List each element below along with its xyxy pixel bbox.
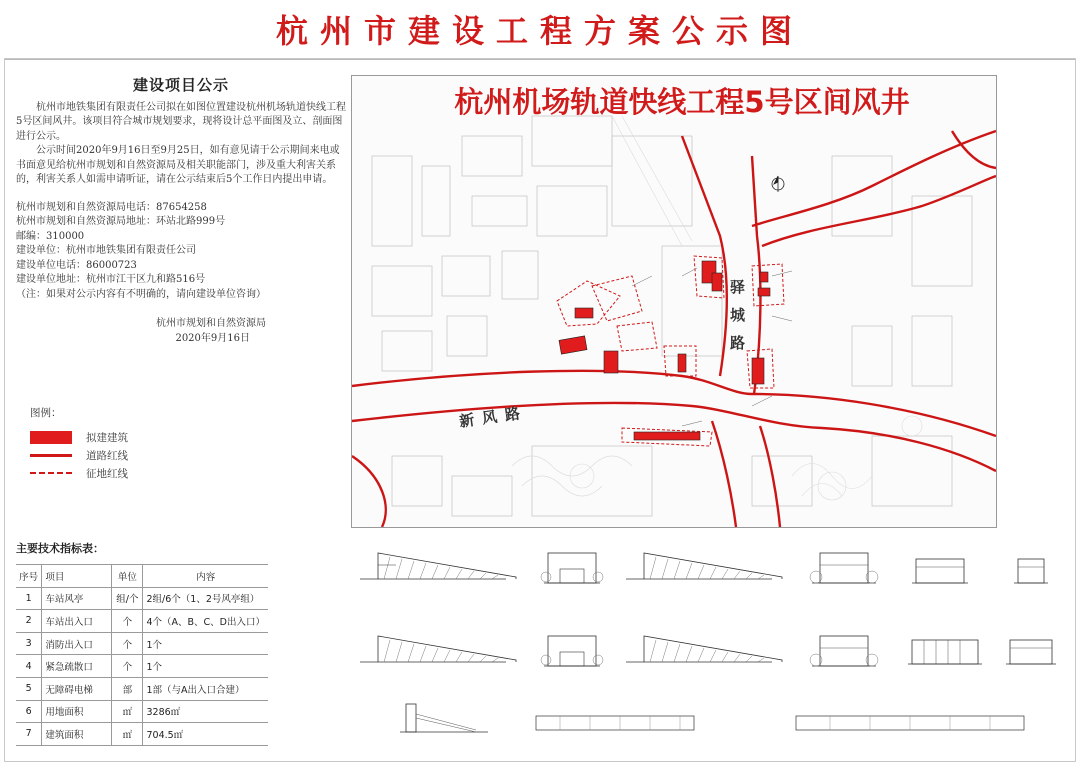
vent-drawing xyxy=(910,555,970,595)
section-drawing xyxy=(396,700,492,740)
table-cell: 车站出入口 xyxy=(42,610,112,633)
table-cell: 5 xyxy=(16,677,42,700)
table-cell: 组/个 xyxy=(112,587,143,610)
vent-side-drawing xyxy=(1004,636,1058,676)
table-cell: 2组/6个（1、2号风亭组） xyxy=(143,587,268,610)
project-notice xyxy=(16,78,346,346)
elevation-drawing xyxy=(356,628,524,684)
entrance-front-view xyxy=(540,545,604,597)
site-plan-title: 杭州机场轨道快线工程5号区间风井 xyxy=(454,85,910,119)
plan-strip-drawing xyxy=(790,710,1030,740)
wedge-canopy-drawing xyxy=(622,628,790,684)
table-row xyxy=(16,587,268,610)
strip-drawing xyxy=(790,710,1030,740)
table-cell: 1部（与A出入口合建） xyxy=(143,677,268,700)
legend-item-land-red-line xyxy=(30,464,230,482)
elevation-drawing xyxy=(622,545,790,601)
entrance-front-drawing xyxy=(540,545,604,597)
canopy-hatching xyxy=(650,640,764,662)
signature-org: 杭州市规划和自然资源局 xyxy=(156,318,266,329)
entrance-side-drawing xyxy=(808,628,880,680)
wedge-canopy-drawing xyxy=(356,545,524,601)
contact-line: 建设单位：杭州市地铁集团有限责任公司 xyxy=(16,245,196,256)
entrance-front-drawing xyxy=(540,628,604,680)
tech-table xyxy=(16,564,268,746)
tech-indicators xyxy=(16,540,268,746)
vent-side-drawing xyxy=(1012,555,1050,595)
north-arrow-icon xyxy=(772,176,784,192)
legend-swatch-solid xyxy=(30,431,72,444)
table-cell: 部 xyxy=(112,677,143,700)
contact-line: 建设单位地址：杭州市江干区九和路516号 xyxy=(16,274,206,285)
stair-section-drawing xyxy=(396,700,492,740)
vent-side-elevation xyxy=(1012,555,1050,595)
table-cell: 4个（A、B、C、D出入口） xyxy=(143,610,268,633)
col-header: 项目 xyxy=(42,565,112,588)
canopy-hatching xyxy=(650,557,764,579)
site-plan-drawing xyxy=(352,76,996,527)
table-cell: 2 xyxy=(16,610,42,633)
plan-strip-drawing xyxy=(530,710,700,740)
contact-block xyxy=(16,201,346,303)
table-cell: 个 xyxy=(112,655,143,678)
vent-drawing xyxy=(906,636,984,676)
contact-line: 杭州市规划和自然资源局地址：环站北路999号 xyxy=(16,216,226,227)
table-cell: 个 xyxy=(112,610,143,633)
wedge-canopy-drawing xyxy=(356,628,524,684)
table-cell: 消防出入口 xyxy=(42,632,112,655)
contact-note: （注：如果对公示内容有不明确的，请向建设单位咨询） xyxy=(16,288,266,300)
legend xyxy=(30,405,230,482)
legend-label: 拟建建筑 xyxy=(86,431,128,444)
notice-paragraph-2: 公示时间2020年9月16日至9月25日，如有意见请于公示期间来电或书面意见给杭州市规划和自然资源局及相关职能部门，涉及重大利害关系的，利害关系人如需申请听证，请在公示结束后5个工作日内提出申请。 xyxy=(16,145,340,185)
table-row xyxy=(16,677,268,700)
entrance-side-view xyxy=(808,628,880,680)
vent-elevation xyxy=(910,555,970,595)
elevation-drawing xyxy=(622,628,790,684)
road-red-lines xyxy=(352,131,996,527)
entrance-side-view xyxy=(808,545,880,597)
table-cell: 1 xyxy=(16,587,42,610)
table-cell: 建筑面积 xyxy=(42,723,112,746)
table-cell: 1个 xyxy=(143,655,268,678)
table-cell: 3 xyxy=(16,632,42,655)
contact-line: 建设单位电话：86000723 xyxy=(16,259,137,271)
table-cell: ㎡ xyxy=(112,700,143,723)
col-header: 单位 xyxy=(112,565,143,588)
page-title: 杭州市建设工程方案公示图 xyxy=(275,12,804,50)
entrance-front-view xyxy=(540,628,604,680)
table-cell: 紧急疏散口 xyxy=(42,655,112,678)
table-cell: 个 xyxy=(112,632,143,655)
contact-line: 邮编：310000 xyxy=(16,230,85,242)
entrance-side-drawing xyxy=(808,545,880,597)
tech-table-title: 主要技术指标表： xyxy=(16,542,104,555)
table-cell: 704.5㎡ xyxy=(143,723,268,746)
legend-label: 征地红线 xyxy=(86,467,128,480)
col-header: 序号 xyxy=(16,565,42,588)
vent-elevation xyxy=(906,636,984,676)
table-row xyxy=(16,632,268,655)
site-plan xyxy=(351,75,997,528)
canopy-hatching xyxy=(384,557,498,579)
signature-date: 2020年9月16日 xyxy=(175,332,250,344)
legend-item-road-red-line xyxy=(30,446,230,464)
table-cell: 3286㎡ xyxy=(143,700,268,723)
table-row xyxy=(16,700,268,723)
elevation-drawing xyxy=(356,545,524,601)
legend-item-proposed-building xyxy=(30,428,230,446)
table-cell: 1个 xyxy=(143,632,268,655)
table-cell: 6 xyxy=(16,700,42,723)
road-label-yicheng: 驿城路 xyxy=(730,278,746,352)
table-cell: ㎡ xyxy=(112,723,143,746)
notice-paragraph-1: 杭州市地铁集团有限责任公司拟在如图位置建设杭州机场轨道快线工程5号区间风井。该项目符合城市规划要求，现将设计总平面图及立、剖面图进行公示。 xyxy=(16,101,346,142)
wedge-canopy-drawing xyxy=(622,545,790,601)
surrounding-buildings xyxy=(372,116,972,516)
notice-heading: 建设项目公示 xyxy=(132,76,229,94)
vent-side-elevation xyxy=(1004,636,1058,676)
legend-swatch-dashed xyxy=(30,472,72,474)
table-cell: 用地面积 xyxy=(42,700,112,723)
table-row xyxy=(16,655,268,678)
table-header-row xyxy=(16,565,268,588)
legend-label: 道路红线 xyxy=(86,449,128,462)
table-row xyxy=(16,610,268,633)
strip-drawing xyxy=(530,710,700,740)
contact-line: 杭州市规划和自然资源局电话：87654258 xyxy=(16,201,207,213)
table-cell: 7 xyxy=(16,723,42,746)
canopy-hatching xyxy=(384,640,498,662)
table-cell: 4 xyxy=(16,655,42,678)
table-row xyxy=(16,723,268,746)
col-header: 内容 xyxy=(143,565,268,588)
road-label-xinfeng: 新风路 xyxy=(458,403,530,431)
table-cell: 无障碍电梯 xyxy=(42,677,112,700)
landscape-texture xyxy=(512,116,922,500)
legend-title: 图例： xyxy=(30,407,62,419)
table-cell: 车站风亭 xyxy=(42,587,112,610)
legend-swatch-line xyxy=(30,454,72,457)
